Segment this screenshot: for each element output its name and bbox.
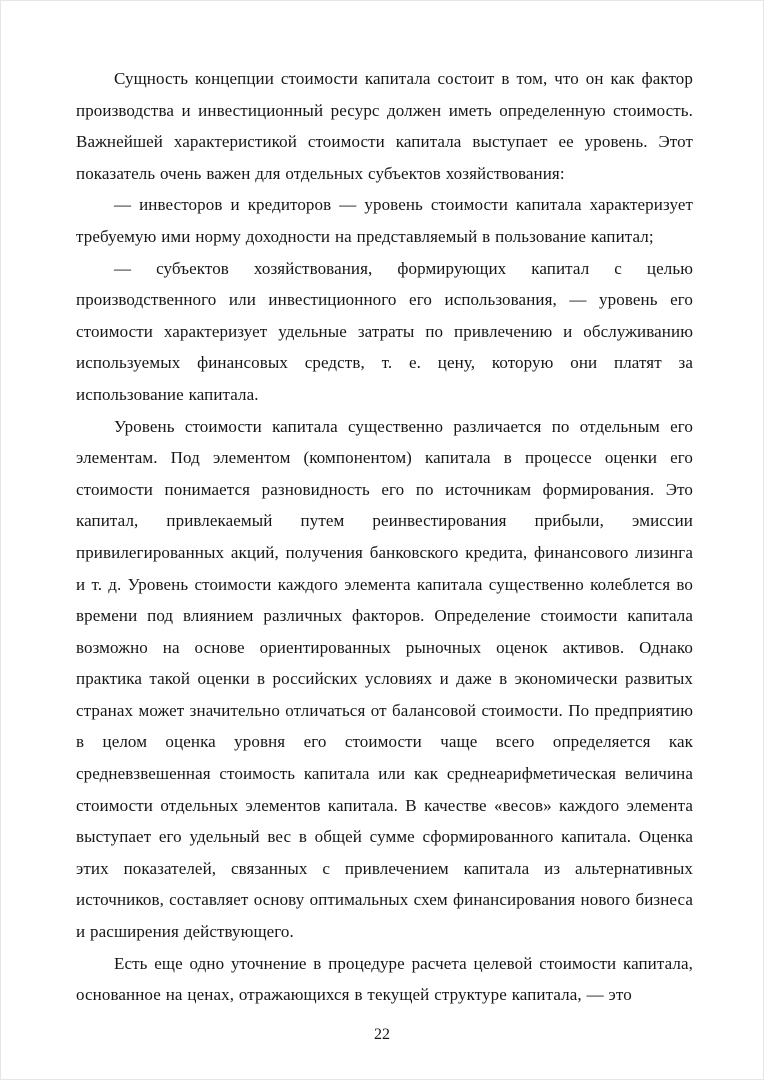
paragraph-intro: Сущность концепции стоимости капитала состоит в том, что он как фактор производства и инвестиционный ресурс должен иметь определенную стоимость. Важнейшей характеристикой стоимости капитала выступает ее уровень. Этот показатель очень важен для отдельных субъектов хозяйствования: [76,69,693,183]
paragraph-list-item-subjects: — субъектов хозяйствования, формирующих капитал с целью производственного или инвестиционного его использования, — уровень его стоимости характеризует удельные затраты по привлечению и обслуживанию используемых финансовых средств, т. е. цену, которую они платят за использование капитала. [76,258,693,404]
page-content [76,63,693,1011]
paragraph-capital-level: Уровень стоимости капитала существенно различается по отдельным его элементам. Под элементом (компонентом) капитала в процессе оценки его стоимости понимается разновидность его по источникам формирования. Это капитал, привлекаемый путем реинвестирования прибыли, эмиссии привилегированных акций, получения банковского кредита, финансового лизинга и т. д. Уровень стоимости каждого элемента капитала существенно колеблется во времени под влиянием различных факторов. Определение стоимости капитала возможно на основе ориентированных рыночных оценок активов. Однако практика такой оценки в российских условиях и даже в экономически развитых странах может значительно отличаться от балансовой стоимости. По предприятию в целом оценка уровня его стоимости чаще всего определяется как средневзвешенная стоимость капитала или как среднеарифметическая величина стоимости отдельных элементов капитала. В качестве «весов» каждого элемента выступает его удельный вес в общей сумме сформированного капитала. Оценка этих показателей, связанных с привлечением капитала из альтернативных источников, составляет основу оптимальных схем финансирования нового бизнеса и расширения действующего. [76,416,693,942]
paragraph-target-cost: Есть еще одно уточнение в процедуре расчета целевой стоимости капитала, основанное на ценах, отражающихся в текущей структуре капитала, — это [76,953,693,1005]
paragraph-list-item-investors: — инвесторов и кредиторов — уровень стоимости капитала характеризует требуемую ими норму доходности на представляемый в пользование капитал; [76,195,693,246]
page-number: 22 [374,1026,390,1043]
